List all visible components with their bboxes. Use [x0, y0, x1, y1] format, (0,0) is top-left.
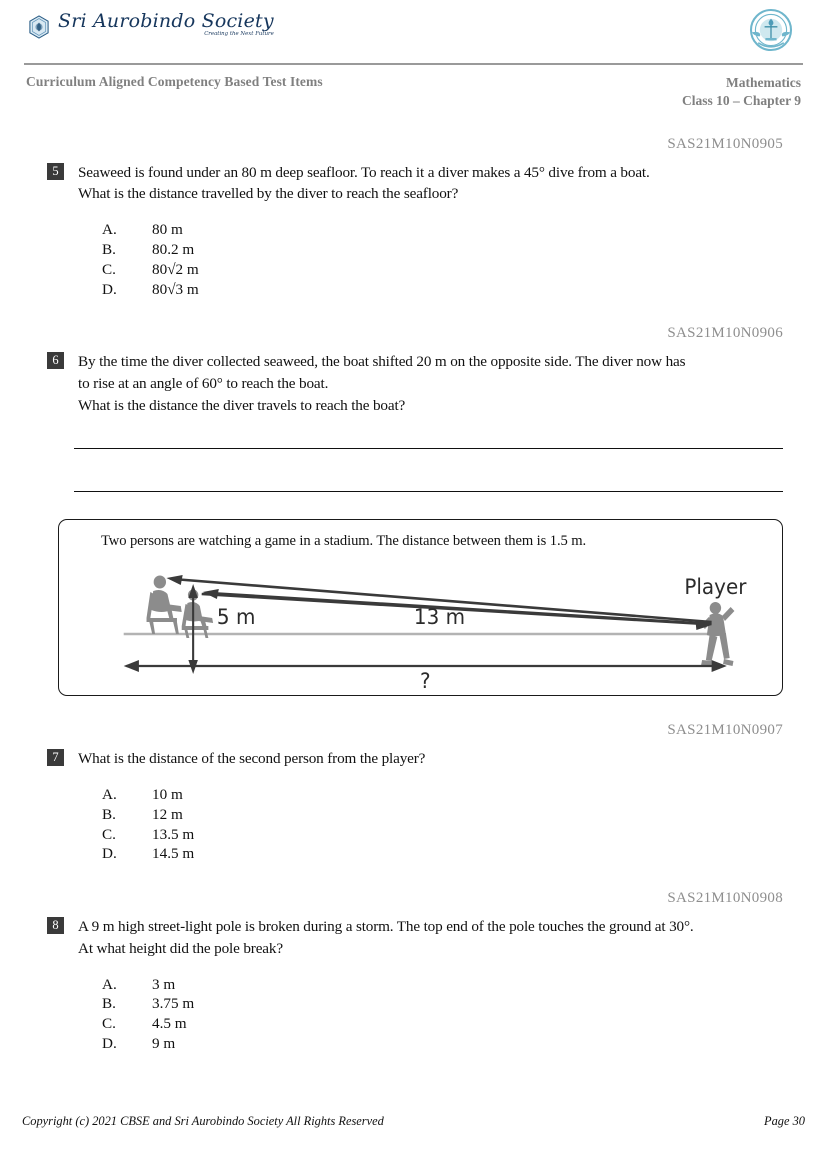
answer-line[interactable]: [74, 491, 783, 492]
option-item[interactable]: [102, 1034, 783, 1054]
option-value: 14.5 m: [152, 845, 195, 863]
question-number-badge: 7: [47, 749, 64, 766]
option-key: C.: [102, 260, 116, 278]
option-value: 80.2 m: [152, 240, 195, 258]
option-value: 80 m: [152, 220, 183, 238]
stimulus-box: [58, 519, 783, 696]
class-chapter-label: Class 10 – Chapter 9: [681, 92, 801, 108]
option-item[interactable]: [102, 280, 783, 300]
society-name: Sri Aurobindo Society: [58, 10, 274, 32]
cbse-circular-emblem-icon: [747, 6, 795, 54]
question-block-6: [22, 351, 805, 416]
label-13m: 13 m: [413, 604, 466, 630]
document-title: Curriculum Aligned Competency Based Test Items: [26, 74, 323, 89]
question-block-5: [22, 162, 805, 300]
option-value: 13.5 m: [152, 825, 195, 843]
header-meta: [22, 65, 805, 110]
option-value: 4.5 m: [152, 1015, 187, 1033]
label-5m: 5 m: [216, 604, 256, 630]
lotus-hexagon-emblem-icon: [26, 14, 52, 40]
option-key: D.: [102, 1035, 117, 1053]
option-item[interactable]: [102, 240, 783, 260]
option-item[interactable]: [102, 805, 783, 825]
option-key: B.: [102, 805, 116, 823]
option-item[interactable]: [102, 825, 783, 845]
question-code: SAS21M10N0907: [667, 722, 783, 739]
option-value: 9 m: [152, 1035, 176, 1053]
question-line: At what height did the pole break?: [78, 939, 283, 957]
stimulus-text: Two persons are watching a game in a stadium. The distance between them is 1.5 m.: [101, 533, 587, 550]
question-code: SAS21M10N0905: [667, 135, 783, 152]
question-line: A 9 m high street-light pole is broken during a storm. The top end of the pole touches the ground at 30°.: [78, 918, 694, 936]
society-logo: [26, 12, 274, 40]
page-footer: [22, 1114, 805, 1129]
option-value: 80√2 m: [152, 260, 199, 278]
question-block-8: [22, 916, 805, 1054]
option-key: A.: [102, 975, 117, 993]
option-item[interactable]: [102, 994, 783, 1014]
option-value: 12 m: [152, 805, 183, 823]
subject-block: [682, 74, 801, 110]
question-number-badge: 6: [47, 352, 64, 369]
question-line: By the time the diver collected seaweed, the boat shifted 20 m on the opposite side. The diver now has: [78, 353, 686, 371]
option-item[interactable]: [102, 844, 783, 864]
option-value: 3.75 m: [152, 995, 195, 1013]
masthead: [22, 0, 805, 62]
question-line: What is the distance the diver travels to reach the boat?: [78, 396, 406, 414]
copyright-notice: Copyright (c) 2021 CBSE and Sri Aurobindo Society All Rights Reserved: [22, 1114, 384, 1128]
option-key: D.: [102, 280, 117, 298]
society-tagline: Creating the Next Future: [204, 31, 274, 37]
option-item[interactable]: [102, 1014, 783, 1034]
option-value: 10 m: [152, 785, 183, 803]
answer-line[interactable]: [74, 448, 783, 449]
option-key: C.: [102, 825, 116, 843]
option-value: 3 m: [152, 975, 176, 993]
question-code: SAS21M10N0908: [667, 890, 783, 907]
question-code: SAS21M10N0906: [667, 325, 783, 342]
seated-spectator-figure-icon: [147, 576, 182, 635]
option-key: B.: [102, 240, 116, 258]
question-line: What is the distance travelled by the diver to reach the seafloor?: [78, 185, 459, 203]
option-item[interactable]: [102, 260, 783, 280]
page-number: Page 30: [764, 1114, 805, 1128]
question-text: [78, 162, 783, 205]
diagram-svg: [59, 562, 782, 692]
question-number-badge: 5: [47, 163, 64, 180]
option-key: A.: [102, 220, 117, 238]
label-unknown: ?: [419, 668, 431, 693]
question-block-7: [22, 748, 805, 864]
option-key: C.: [102, 1015, 116, 1033]
question-number-badge: 8: [47, 917, 64, 934]
question-line: Seaweed is found under an 80 m deep seafloor. To reach it a diver makes a 45° dive from a boat.: [78, 163, 650, 181]
options-list: [102, 220, 783, 300]
option-item[interactable]: [102, 785, 783, 805]
options-list: [102, 975, 783, 1055]
subject-label: Mathematics: [726, 75, 801, 90]
question-line: to rise at an angle of 60° to reach the boat.: [78, 374, 329, 392]
option-key: D.: [102, 845, 117, 863]
option-item[interactable]: [102, 220, 783, 240]
option-key: B.: [102, 995, 116, 1013]
option-key: A.: [102, 785, 117, 803]
question-text: [78, 748, 783, 770]
option-item[interactable]: [102, 975, 783, 995]
question-text: [78, 351, 783, 416]
question-text: [78, 916, 783, 959]
stadium-distance-diagram: [59, 562, 782, 692]
label-player: Player: [684, 574, 747, 600]
option-value: 80√3 m: [152, 280, 199, 298]
question-line: What is the distance of the second person from the player?: [78, 750, 426, 768]
answer-lines[interactable]: [74, 448, 783, 492]
society-wordmark: [58, 12, 274, 37]
options-list: [102, 785, 783, 865]
